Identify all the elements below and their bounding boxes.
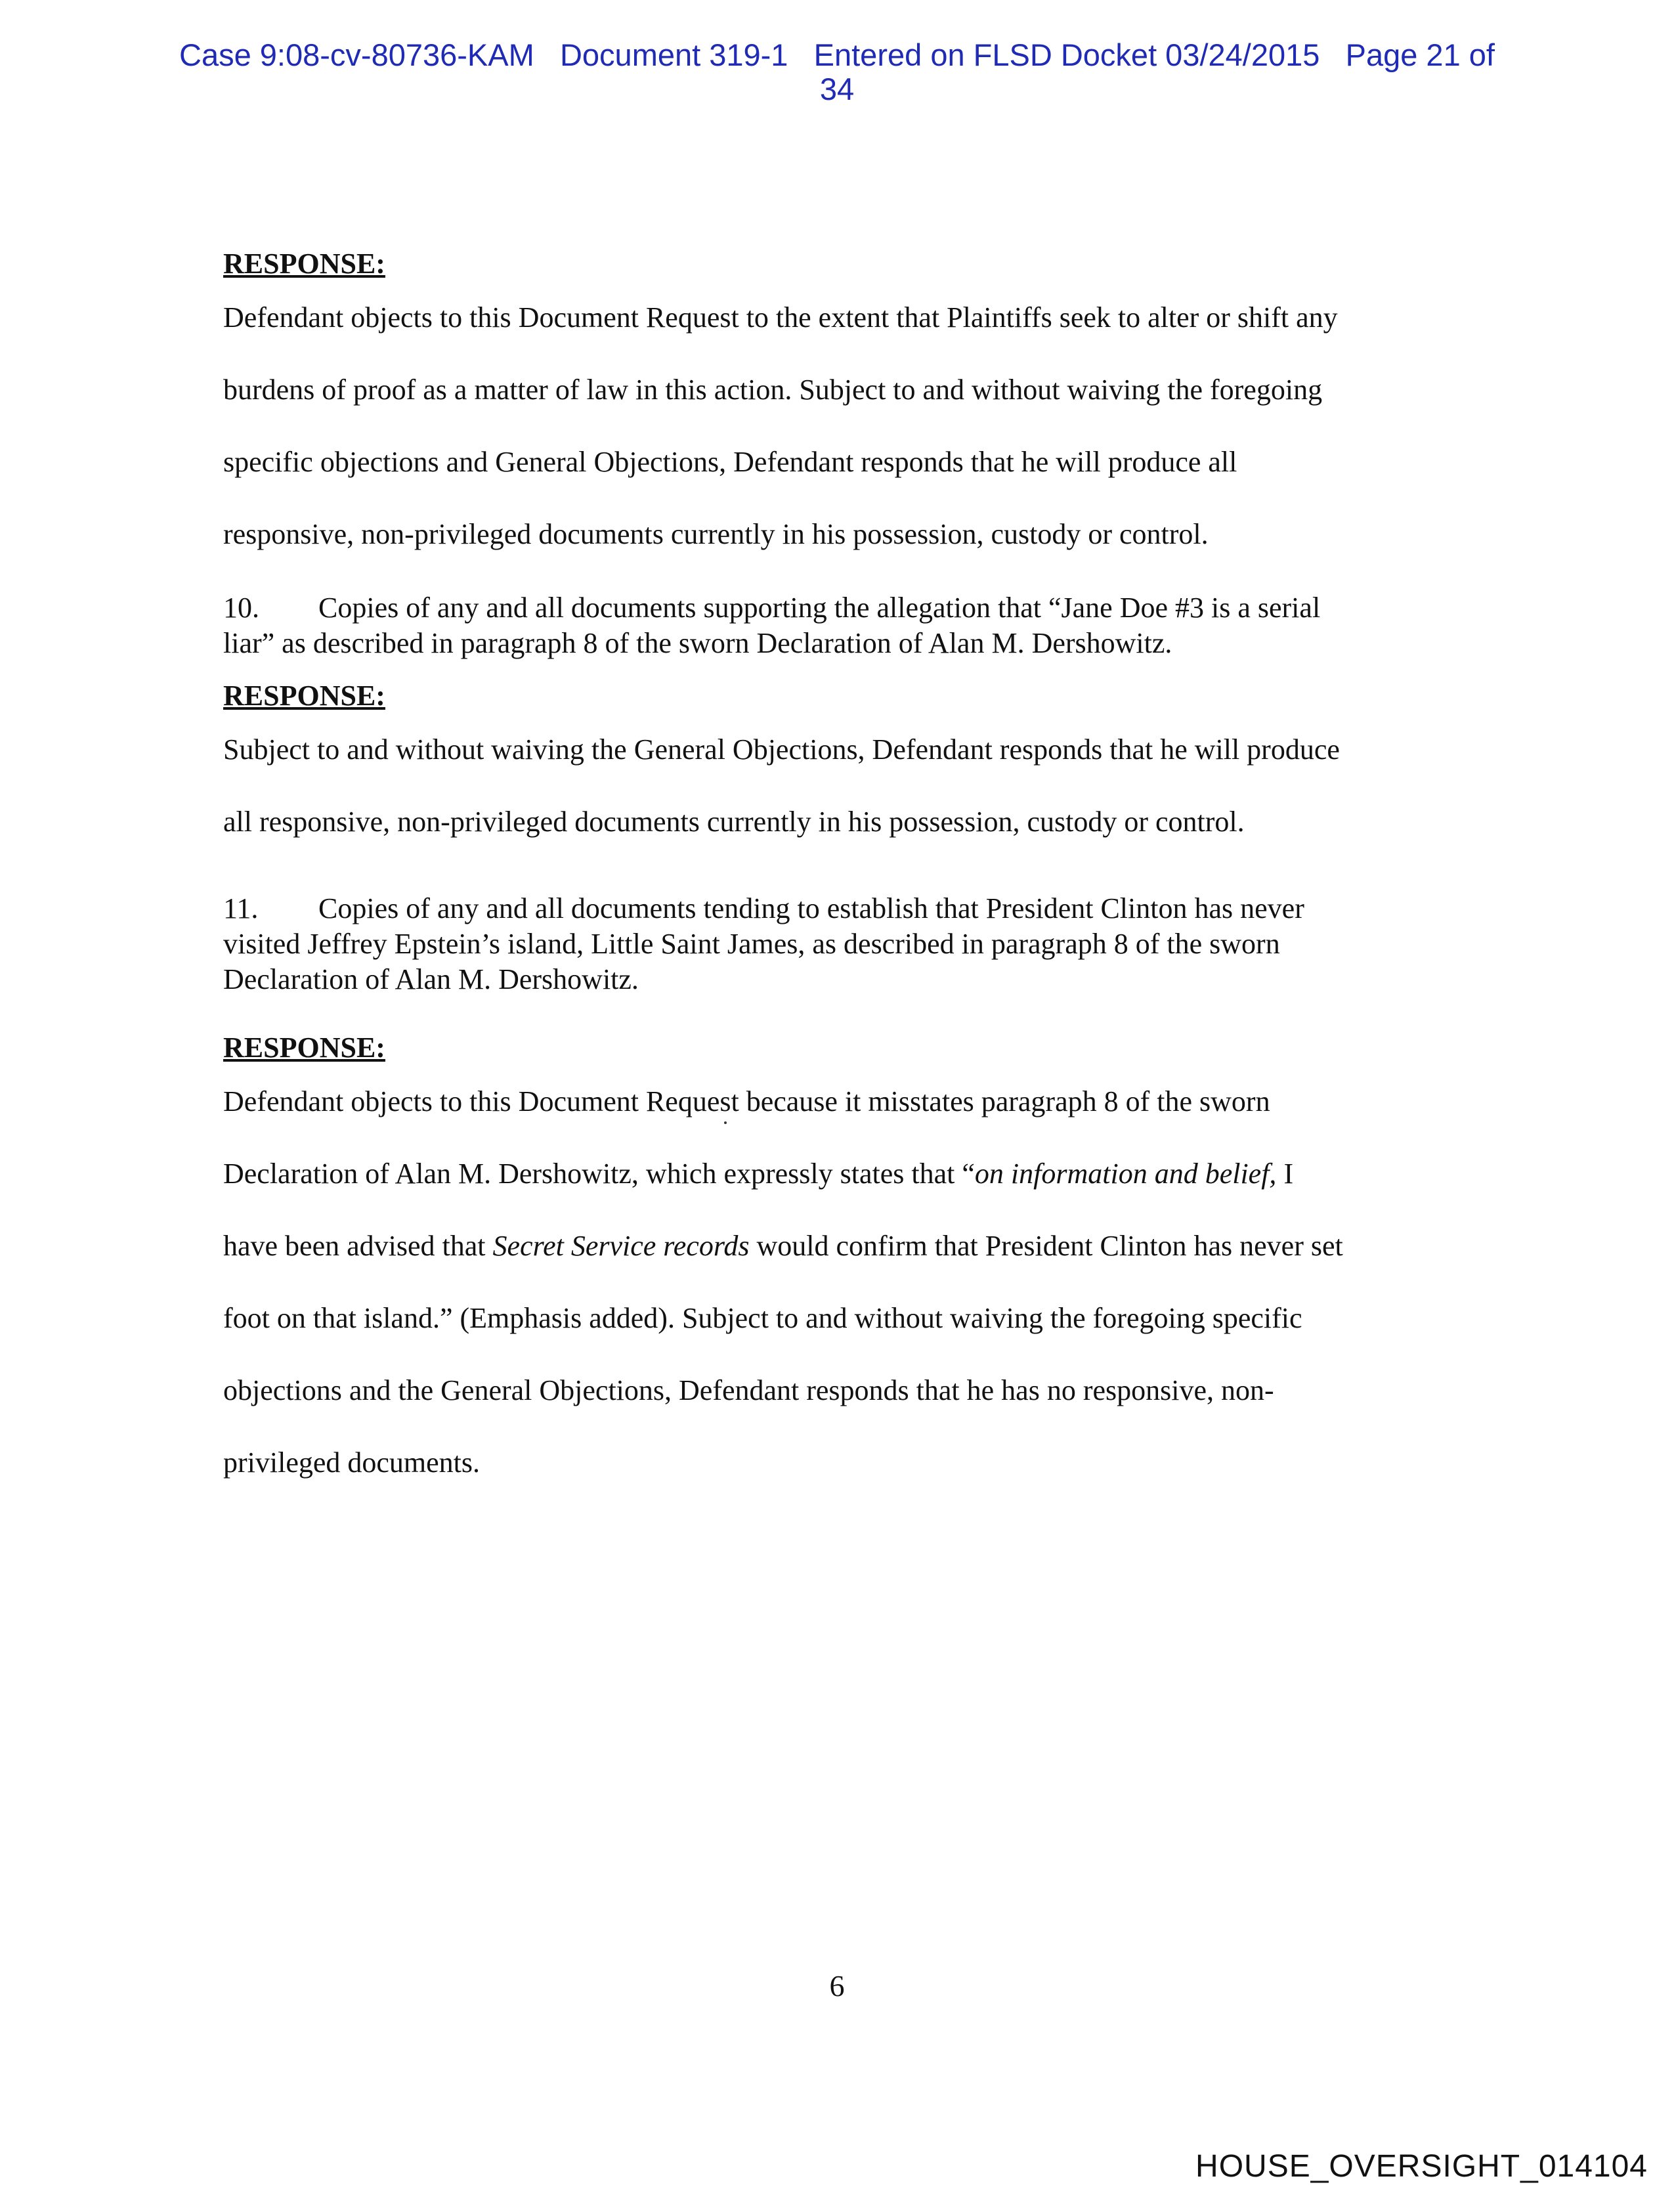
text-line: burdens of proof as a matter of law in this action. Subject to and without waiving the foregoing (223, 374, 1323, 406)
emphasis-text: on information and belief, (974, 1158, 1277, 1190)
text-line: specific objections and General Objections, Defendant responds that he will produce all (223, 446, 1237, 478)
text-line: responsive, non-privileged documents currently in his possession, custody or control. (223, 518, 1209, 550)
text-line: Copies of any and all documents supporting the allegation that “Jane Doe #3 is a serial (318, 592, 1321, 624)
text-line: privileged documents. (223, 1446, 481, 1479)
text-line: liar” as described in paragraph 8 of the sworn Declaration of Alan M. Dershowitz. (223, 627, 1172, 659)
request-number: 10. (223, 592, 259, 624)
text-line: foot on that island.” (Emphasis added). Subject to and without waiving the foregoing specific (223, 1302, 1302, 1334)
response-heading: RESPONSE: (223, 1031, 385, 1064)
response-paragraph (223, 714, 1457, 858)
header-document: Document 319-1 (559, 37, 788, 72)
header-page-label: Page 21 of (1345, 37, 1495, 72)
response-heading: RESPONSE: (223, 680, 385, 712)
header-page-total: 34 (819, 72, 855, 106)
request-paragraph (223, 891, 1457, 997)
document-body (223, 246, 1457, 1499)
text-line: visited Jeffrey Epstein’s island, Little Saint James, as described in paragraph 8 of the sworn (223, 928, 1280, 960)
response-paragraph (223, 282, 1457, 571)
text-line: Defendant objects to this Document Request because it misstates paragraph 8 of the sworn (223, 1085, 1270, 1117)
docket-header (0, 38, 1674, 106)
request-paragraph (223, 590, 1457, 661)
text-line: Subject to and without waiving the General Objections, Defendant responds that he will produce (223, 733, 1340, 766)
text-line: all responsive, non-privileged documents currently in his possession, custody or control. (223, 806, 1245, 838)
page-number: 6 (829, 1969, 845, 2003)
bates-number: HOUSE_OVERSIGHT_014104 (1195, 2149, 1648, 2184)
response-paragraph (223, 1066, 1457, 1499)
header-entered: Entered on FLSD Docket 03/24/2015 (813, 37, 1320, 72)
text-line: Defendant objects to this Document Request to the extent that Plaintiffs seek to alter or shift any (223, 301, 1338, 334)
text-line: objections and the General Objections, Defendant responds that he has no responsive, non- (223, 1374, 1274, 1406)
text-line: Declaration of Alan M. Dershowitz. (223, 963, 639, 995)
response-heading: RESPONSE: (223, 248, 385, 280)
scan-speck (724, 1121, 727, 1124)
text-line: Declaration of Alan M. Dershowitz, which expressly states that “on information and belief, I (223, 1158, 1294, 1190)
header-case: Case 9:08-cv-80736-KAM (179, 37, 534, 72)
text-line: have been advised that Secret Service records would confirm that President Clinton has never set (223, 1230, 1343, 1262)
request-number: 11. (223, 892, 259, 924)
emphasis-text: Secret Service records (492, 1230, 750, 1262)
text-line: Copies of any and all documents tending to establish that President Clinton has never (318, 892, 1304, 924)
